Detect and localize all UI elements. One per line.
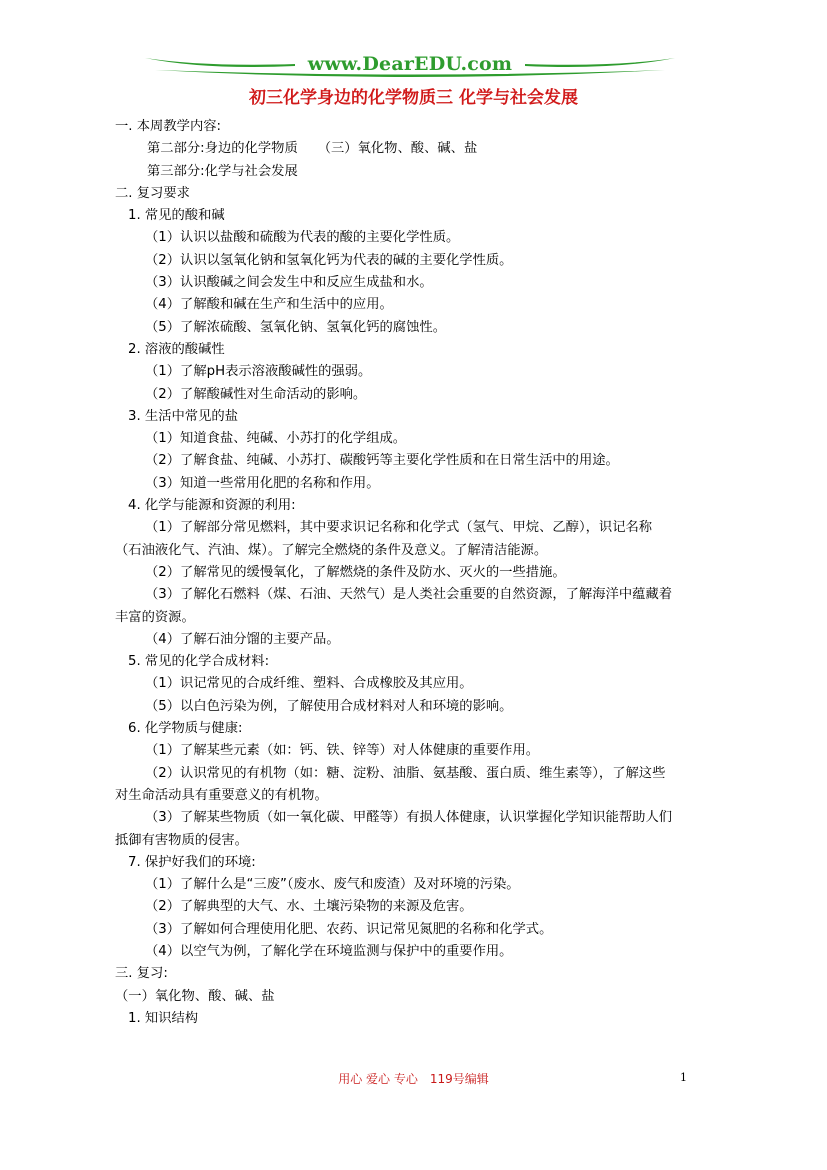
text-line: （2）了解食盐、纯碱、小苏打、碳酸钙等主要化学性质和在日常生活中的用途。 — [145, 453, 619, 469]
text-line: （1）了解什么是“三废”（废水、废气和废渣）及对环境的污染。 — [145, 877, 520, 893]
text-line: 4. 化学与能源和资源的利用: — [128, 498, 296, 514]
text-line: 7. 保护好我们的环境: — [128, 854, 256, 870]
text-line: （2）了解常见的缓慢氧化，了解燃烧的条件及防水、灭火的一些措施。 — [145, 564, 566, 580]
text-line: （2）了解典型的大气、水、土壤污染物的来源及危害。 — [145, 899, 473, 915]
text-line: 5. 常见的化学合成材料: — [128, 654, 270, 670]
text-line: 一. 本周教学内容: — [115, 119, 222, 134]
text-line: （1）识记常见的合成纤维、塑料、合成橡胶及其应用。 — [145, 676, 473, 692]
text-line: 抵御有害物质的侵害。 — [115, 832, 248, 848]
text-line: （2）认识常见的有机物（如：糖、淀粉、油脂、氨基酸、蛋白质、维生素等），了解这些 — [145, 765, 666, 781]
text-line: （4）了解石油分馏的主要产品。 — [145, 631, 340, 647]
text-line: 三. 复习: — [115, 966, 168, 982]
text-line: （1）认识以盐酸和硫酸为代表的酸的主要化学性质。 — [145, 230, 460, 246]
text-line: （1）了解pH表示溶液酸碱性的强弱。 — [145, 364, 372, 380]
text-line: （1）知道食盐、纯碱、小苏打的化学组成。 — [145, 431, 407, 447]
text-line: （3）了解某些物质（如一氧化碳、甲醛等）有损人体健康，认识掌握化学知识能帮助人们 — [145, 810, 673, 826]
text-line: 第三部分:化学与社会发展 — [147, 163, 298, 179]
text-line: （一）氧化物、酸、碱、盐 — [115, 988, 275, 1004]
text-line: （3）了解化石燃料（煤、石油、天然气）是人类社会重要的自然资源，了解海洋中蕴藏着 — [145, 587, 673, 603]
document-title: 初三化学身边的化学物质三 化学与社会发展 — [249, 88, 578, 108]
text-line: （3）了解如何合理使用化肥、农药、识记常见氮肥的名称和化学式。 — [145, 921, 553, 937]
text-line: 对生命活动具有重要意义的有机物。 — [115, 787, 328, 803]
text-line: （5）以白色污染为例，了解使用合成材料对人和环境的影响。 — [145, 698, 513, 714]
text-line: 第二部分:身边的化学物质 （三）氧化物、酸、碱、盐 — [147, 141, 478, 157]
text-line: （5）了解浓硫酸、氢氧化钠、氢氧化钙的腐蚀性。 — [145, 319, 446, 335]
text-line: （3）认识酸碱之间会发生中和反应生成盐和水。 — [145, 275, 433, 291]
page-number: 1 — [680, 1071, 687, 1084]
text-line: 二. 复习要求 — [115, 185, 190, 201]
text-line: 2. 溶液的酸碱性 — [128, 341, 225, 357]
text-line: （石油液化气、汽油、煤）。了解完全燃烧的条件及意义。了解清洁能源。 — [115, 542, 548, 558]
text-line: （3）知道一些常用化肥的名称和作用。 — [145, 475, 380, 491]
text-line: （4）了解酸和碱在生产和生活中的应用。 — [145, 297, 393, 313]
text-line: （2）了解酸碱性对生命活动的影响。 — [145, 386, 367, 402]
text-line: （4）以空气为例，了解化学在环境监测与保护中的重要作用。 — [145, 943, 513, 959]
text-line: 3. 生活中常见的盐 — [128, 408, 238, 424]
text-line: 1. 常见的酸和碱 — [128, 208, 225, 224]
text-line: 丰富的资源。 — [115, 609, 195, 625]
document-body — [115, 116, 720, 1030]
text-line: （1）了解部分常见燃料，其中要求识记名称和化学式（氢气、甲烷、乙醇），识记名称 — [145, 520, 653, 536]
text-line: 1. 知识结构 — [128, 1010, 199, 1026]
text-line: （2）认识以氢氧化钠和氢氧化钙为代表的碱的主要化学性质。 — [145, 252, 513, 268]
footer-text: 用心 爱心 专心 119号编辑 — [338, 1072, 489, 1086]
text-line: 6. 化学物质与健康: — [128, 721, 243, 737]
text-line: （1）了解某些元素（如：钙、铁、锌等）对人体健康的重要作用。 — [145, 743, 540, 759]
logo-text: www.DearEDU.com — [307, 53, 513, 75]
site-logo-banner — [145, 50, 675, 80]
